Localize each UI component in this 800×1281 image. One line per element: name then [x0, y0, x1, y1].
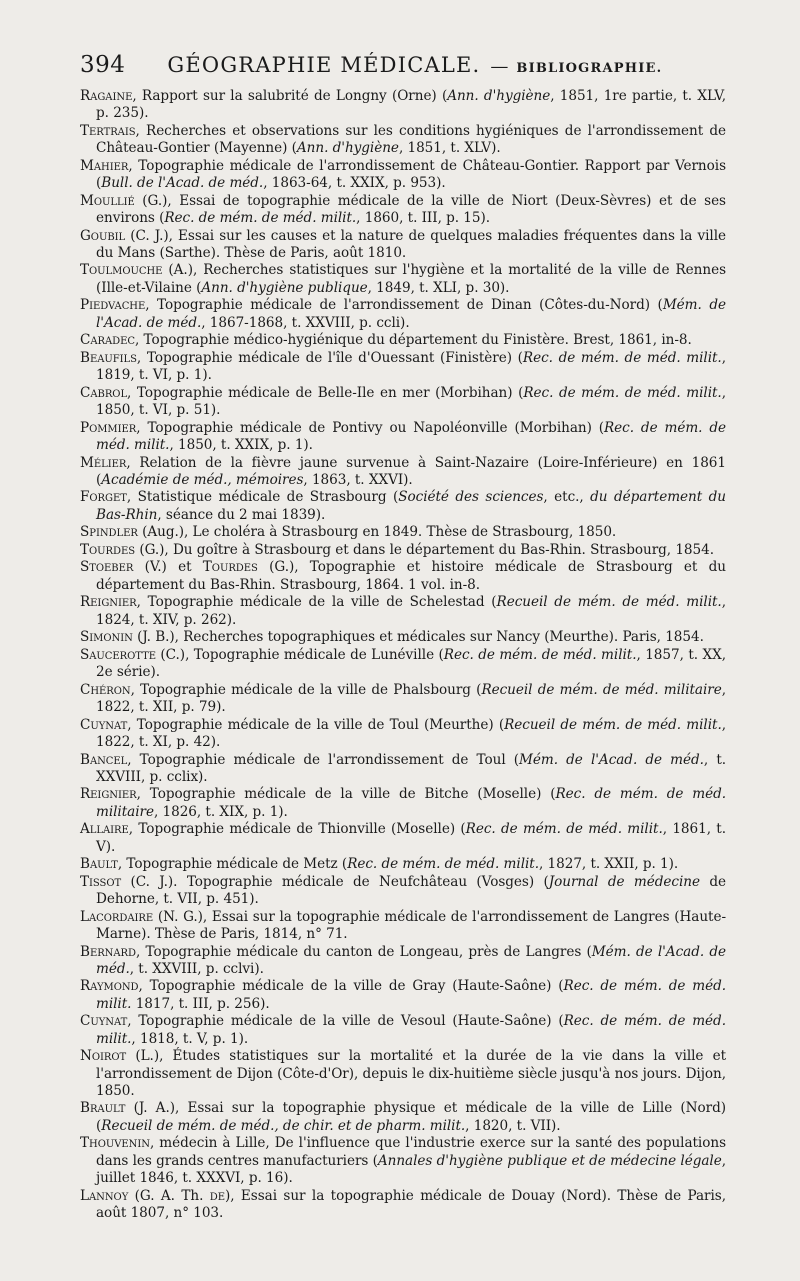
entry-author: Mahier — [80, 157, 129, 174]
bibliography-entry — [80, 909, 726, 944]
entry-journal: Ann. d'hygiène — [447, 88, 551, 104]
bibliography-entry — [80, 821, 726, 856]
bibliography-entry — [80, 524, 726, 541]
entry-author: Cabrol — [80, 384, 128, 401]
entry-text: (G.), Topographie et histoire médicale de Strasbourg et du département du Bas-Rhin. Strasbourg, 1864. 1 vol. in-8. — [96, 559, 726, 593]
entry-text: (N. G.), Essai sur la topographie médicale de l'arrondissement de Langres (Haute-Marne). Thèse de Paris, 1814, n° 71. — [96, 908, 726, 942]
bibliography-entry — [80, 717, 726, 752]
entry-text: 1817, t. III, p. 256). — [131, 995, 270, 1012]
entry-text: , Topographie médicale de Metz ( — [117, 856, 348, 873]
entry-text: , Topographie médicale du canton de Longeau, près de Langres ( — [136, 943, 592, 960]
bibliography-entry — [80, 158, 726, 193]
entry-text: , Topographie médicale de l'arrondissement de Toul ( — [127, 751, 520, 768]
entry-author: Forget — [80, 489, 127, 506]
entry-text: , Topographie médicale de l'arrondissement de Dinan (Côtes-du-Nord) ( — [145, 297, 663, 314]
entry-journal: Académie de méd., mémoires — [101, 471, 304, 488]
entry-author: Lacordaire — [80, 908, 154, 925]
entry-text: , 1824, t. XIV, p. 262). — [96, 594, 726, 628]
entry-text: (V.) et — [133, 559, 203, 576]
bibliography-entry — [80, 489, 726, 524]
entry-text: , Topographie médico-hygiénique du département du Finistère. Brest, 1861, in-8. — [135, 332, 692, 349]
entry-author: Reignier — [80, 594, 137, 611]
bibliography-entry — [80, 385, 726, 420]
running-title: GÉOGRAPHIE MÉDICALE. — [167, 53, 481, 77]
entry-text: (G.), Essai de topographie médicale de la ville de Niort (Deux-Sèvres) et de ses environs ( — [96, 192, 726, 226]
entry-journal: Rec. de mém. de méd. milit. — [522, 349, 722, 366]
bibliography-entry — [80, 88, 726, 123]
entry-journal: du département du Bas-Rhin — [96, 489, 726, 523]
entry-text: (C. J.), Essai sur les causes et la nature de quelques maladies fréquentes dans la ville du Mans (Sarthe). Thèse de Paris, août 1810. — [96, 227, 726, 261]
entry-text: (G.), Du goître à Strasbourg et dans le département du Bas-Rhin. Strasbourg, 1854. — [135, 541, 715, 558]
entry-author: Chéron — [80, 681, 131, 698]
entry-journal: Mém. de l'Acad. de méd. — [96, 943, 726, 977]
entry-author: Pommier — [80, 419, 137, 436]
entry-author: Spindler — [80, 524, 138, 541]
entry-author: Piedvache — [80, 297, 146, 314]
entry-text: (G. A. Th. — [128, 1187, 210, 1204]
entry-text: , 1867-1868, t. XXVIII, p. ccli). — [201, 314, 410, 331]
entry-text: , Topographie médicale de la ville de Bitche (Moselle) ( — [136, 786, 556, 803]
bibliography-entry — [80, 1048, 726, 1100]
entry-author: de — [209, 1187, 225, 1204]
entry-text: , 1819, t. VI, p. 1). — [96, 349, 726, 384]
entry-text: , juillet 1846, t. XXXVI, p. 16). — [96, 1152, 726, 1186]
bibliography-entry — [80, 350, 726, 385]
entry-author: Saucerotte — [80, 646, 156, 663]
entry-author: Goubil — [80, 227, 126, 244]
entry-text: de Dehorne, t. VII, p. 451). — [96, 873, 726, 908]
entry-journal: Annales d'hygiène publique et de médecine légale — [377, 1152, 722, 1169]
bibliography-list — [80, 88, 726, 1222]
bibliography-entry — [80, 874, 726, 909]
entry-text: , Topographie médicale de la ville de Toul (Meurthe) ( — [127, 716, 505, 733]
entry-text: (C. J.). Topographie médicale de Neufchâteau (Vosges) ( — [121, 873, 549, 890]
entry-text: , t. XXVIII, p. cclvi). — [129, 960, 264, 977]
entry-text: , Topographie médicale de la ville de Phalsbourg ( — [130, 681, 482, 698]
entry-author: Cuynat — [80, 1013, 128, 1030]
entry-text: , 1863, t. XXVI). — [303, 471, 413, 488]
entry-author: Mélier — [80, 454, 127, 471]
entry-author: Tourdes — [80, 541, 136, 558]
entry-author: Caradec — [80, 332, 135, 349]
entry-journal: Ann. d'hygiène publique — [201, 279, 368, 296]
entry-journal: Recueil de mém. de méd., de chir. et de pharm. milit. — [101, 1117, 466, 1134]
bibliography-entry — [80, 542, 726, 559]
entry-journal: Recueil de mém. de méd. milit. — [504, 716, 722, 733]
entry-author: Raymond — [80, 978, 139, 995]
entry-journal: Rec. de mém. de méd. milit. — [96, 978, 726, 1012]
entry-text: , Topographie médicale de la ville de Schelestad ( — [136, 594, 497, 611]
bibliography-entry — [80, 262, 726, 297]
entry-author: Stoeber — [80, 559, 134, 576]
entry-journal: Rec. de mém. de méd. militaire — [96, 786, 726, 820]
entry-text: , Statistique médicale de Strasbourg ( — [126, 489, 399, 506]
entry-text: , Topographie médicale de Pontivy ou Napoléonville (Morbihan) ( — [136, 419, 604, 436]
entry-author: Brault — [80, 1100, 126, 1117]
entry-text: , 1822, t. XII, p. 79). — [96, 681, 726, 716]
entry-journal: Rec. de mém. de méd. milit. — [347, 856, 539, 873]
entry-text: , 1851, t. XLV). — [398, 140, 501, 157]
entry-text: , Rapport sur la salubrité de Longny (Orne) ( — [132, 88, 448, 104]
entry-text: , 1827, t. XXII, p. 1). — [538, 856, 679, 873]
bibliography-entry — [80, 682, 726, 717]
entry-text: , Recherches et observations sur les conditions hygiéniques de l'arrondissement de Château-Gontier (Mayenne) ( — [96, 122, 726, 157]
entry-author: Bault — [80, 856, 118, 873]
entry-text: , Topographie médicale de l'île d'Ouessant (Finistère) ( — [136, 349, 523, 366]
entry-journal: Recueil de mém. de méd. milit. — [496, 594, 722, 611]
entry-author: Thouvenin — [80, 1135, 150, 1152]
entry-text: , Topographie médicale de Belle-Ile en mer (Morbihan) ( — [127, 384, 524, 401]
entry-journal: Mém. de l'Acad. de méd. — [519, 751, 704, 768]
entry-journal: Journal de médecine — [548, 873, 700, 890]
entry-text: , 1850, t. XXIX, p. 1). — [169, 436, 313, 453]
entry-journal: Rec. de mém. de méd. milit. — [96, 1013, 726, 1047]
entry-text: , Relation de la fièvre jaune survenue à Saint-Nazaire (Loire-Inférieure) en 1861 ( — [96, 454, 726, 488]
entry-text: , Topographie médicale de la ville de Gray (Haute-Saône) ( — [138, 978, 564, 995]
entry-text: , 1818, t. V, p. 1). — [131, 1030, 249, 1047]
entry-author: Moullié — [80, 192, 135, 209]
entry-text: , 1820, t. VII). — [465, 1117, 561, 1134]
bibliography-entry — [80, 944, 726, 979]
bibliography-entry — [80, 1100, 726, 1135]
entry-text: , 1851, 1re partie, t. XLV, p. 235). — [96, 88, 726, 122]
entry-author: Noirot — [80, 1048, 127, 1065]
bibliography-entry — [80, 856, 726, 873]
bibliography-entry — [80, 228, 726, 263]
entry-text: , 1861, t. V). — [96, 821, 726, 855]
running-header — [80, 52, 740, 78]
entry-text: , 1822, t. XI, p. 42). — [96, 716, 726, 750]
entry-text: ), Essai sur la topographie médicale de Douay (Nord). Thèse de Paris, août 1807, n° 103. — [96, 1187, 726, 1221]
entry-journal: Ann. d'hygiène — [296, 140, 399, 157]
entry-author: Lannoy — [80, 1187, 129, 1204]
bibliography-entry — [80, 559, 726, 594]
bibliography-entry — [80, 193, 726, 228]
entry-author: Cuynat — [80, 716, 128, 733]
entry-journal: Société des sciences — [398, 489, 544, 506]
entry-text: , 1826, t. XIX, p. 1). — [153, 803, 288, 820]
entry-text: , 1857, t. XX, 2e série). — [96, 646, 726, 681]
bibliography-entry — [80, 1135, 726, 1187]
section-title: BIBLIOGRAPHIE. — [516, 61, 663, 76]
entry-text: , etc., — [543, 489, 591, 506]
entry-text: , séance du 2 mai 1839). — [157, 506, 326, 523]
entry-author: Simonin — [80, 629, 133, 646]
entry-text: , 1860, t. III, p. 15). — [356, 209, 491, 226]
bibliography-entry — [80, 1013, 726, 1048]
entry-journal: Rec. de mém. de méd. milit. — [164, 209, 357, 226]
entry-text: , 1850, t. VI, p. 51). — [96, 384, 726, 419]
entry-journal: Rec. de mém. de méd. milit. — [443, 646, 637, 663]
entry-author: Beaufils — [80, 349, 137, 366]
entry-journal: Mém. de l'Acad. de méd. — [96, 297, 726, 331]
entry-author: Allaire — [80, 821, 129, 838]
header-dash: — — [490, 56, 509, 77]
bibliography-entry — [80, 1188, 726, 1223]
bibliography-entry — [80, 647, 726, 682]
bibliography-entry — [80, 332, 726, 349]
bibliography-entry — [80, 455, 726, 490]
page-number: 394 — [80, 52, 126, 78]
bibliography-entry — [80, 629, 726, 646]
entry-journal: Recueil de mém. de méd. militaire — [481, 681, 722, 698]
entry-text: (Aug.), Le choléra à Strasbourg en 1849. Thèse de Strasbourg, 1850. — [137, 524, 617, 541]
entry-journal: Bull. de l'Acad. de méd. — [101, 175, 264, 192]
bibliography-entry — [80, 420, 726, 455]
entry-author: Ragaine — [80, 88, 133, 104]
entry-author: Bernard — [80, 943, 136, 960]
bibliography-entry — [80, 594, 726, 629]
entry-author: Tourdes — [202, 559, 258, 576]
entry-author: Reignier — [80, 786, 137, 803]
bibliography-entry — [80, 297, 726, 332]
entry-text: , Topographie médicale de l'arrondissement de Château-Gontier. Rapport par Vernois ( — [96, 157, 726, 192]
entry-text: , Topographie médicale de la ville de Vesoul (Haute-Saône) ( — [127, 1013, 564, 1030]
entry-text: (A.), Recherches statistiques sur l'hygiène et la mortalité de la ville de Rennes (Ille-et-Vilaine ( — [96, 262, 726, 296]
bibliography-entry — [80, 752, 726, 787]
entry-text: , t. XXVIII, p. cclix). — [96, 751, 727, 785]
entry-author: Bancel — [80, 751, 128, 768]
entry-text: , médecin à Lille, De l'influence que l'industrie exerce sur la santé des populations dans les grands centres manufacturiers ( — [96, 1135, 726, 1169]
entry-text: , Topographie médicale de Thionville (Moselle) ( — [128, 821, 466, 838]
entry-author: Tissot — [80, 873, 122, 890]
entry-text: (J. B.), Recherches topographiques et médicales sur Nancy (Meurthe). Paris, 1854. — [132, 629, 704, 646]
bibliography-entry — [80, 786, 726, 821]
entry-text: (L.), Études statistiques sur la mortalité et la durée de la vie dans la ville et l'arrondissement de Dijon (Côte-d'Or), depuis le dix-huitième siècle jusqu'à nos jours. Dijon, 1850. — [96, 1048, 726, 1099]
entry-text: (C.), Topographie médicale de Lunéville ( — [155, 646, 444, 663]
entry-journal: Rec. de mém. de méd. milit. — [465, 821, 663, 838]
entry-author: Tertrais — [80, 122, 136, 139]
bibliography-entry — [80, 978, 726, 1013]
entry-journal: Rec. de mém. de méd. milit. — [96, 419, 726, 453]
bibliography-entry — [80, 123, 726, 158]
entry-text: , 1863-64, t. XXIX, p. 953). — [263, 175, 446, 192]
entry-journal: Rec. de mém. de méd. milit. — [523, 384, 722, 401]
entry-text: , 1849, t. XLI, p. 30). — [367, 279, 510, 296]
entry-text: (J. A.), Essai sur la topographie physique et médicale de la ville de Lille (Nord) ( — [96, 1100, 726, 1134]
entry-author: Toulmouche — [80, 262, 163, 279]
